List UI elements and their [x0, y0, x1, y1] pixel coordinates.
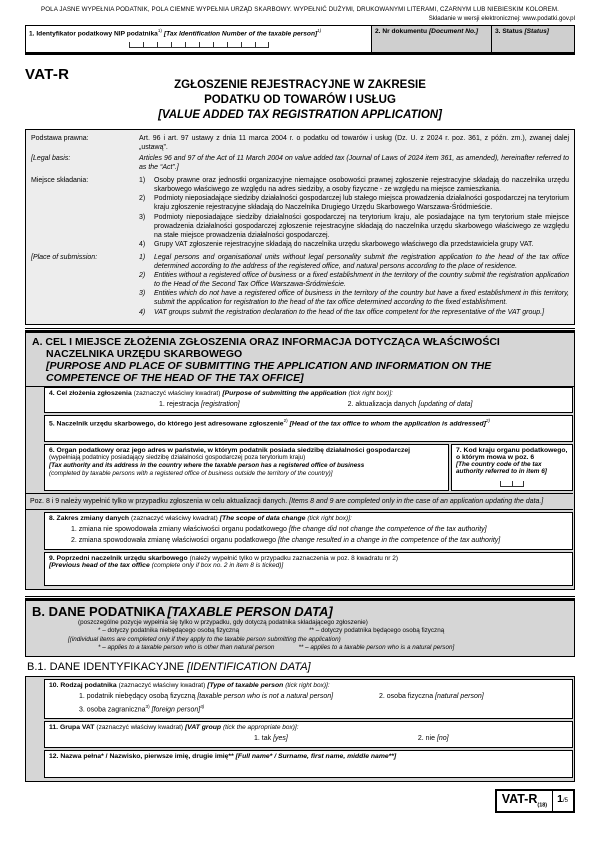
place-of-submission-label-en: [Place of submission:: [31, 253, 98, 261]
field-3-status: [492, 26, 574, 52]
section-a-header: [25, 332, 575, 386]
field-12-label-en: [Full name* / Surname, first name, middle name**]: [235, 753, 397, 761]
legal-basis-label: Podstawa prawna:: [31, 134, 89, 142]
form-title-pl-1: ZGŁOSZENIE REJESTRACYJNE W ZAKRESIE: [174, 79, 426, 91]
field-10-note-en: (tick right box)]:: [285, 681, 330, 689]
field-1-nip: [26, 26, 372, 52]
field-5-label: 5. Naczelnik urzędu skarbowego, do którego jest adresowane zgłoszenie: [49, 420, 284, 428]
section-a-title-en: [PURPOSE AND PLACE OF SUBMITTING THE APPLICATION AND INFORMATION ON THE COMPETENCE OF THE HEAD OF THE TAX OFFICE]: [46, 359, 492, 384]
section-b-header: [25, 600, 575, 657]
field-1-label-en: [Tax Identification Number of the taxable person]: [163, 30, 318, 38]
field-9-label: 9. Poprzedni naczelnik urzędu skarbowego: [49, 554, 188, 562]
field-9-previous-head: [44, 552, 573, 586]
footer-page-number: 1/5: [557, 793, 568, 806]
field-4-note-en: (tick right box)]:: [348, 389, 393, 397]
footer-form-version: (18): [537, 802, 548, 809]
section-b-note-4: * – applies to a taxable person who is other than natural person ** – applies to a taxable person who is a natural person]: [98, 644, 455, 652]
place-item-pl-4: 4) Grupy VAT zgłoszenie rejestracyjne składają do naczelnika urzędu skarbowego właściwego dla przedstawiciela grupy VAT.: [139, 240, 534, 248]
field-10-label: 10. Rodzaj podatnika: [49, 681, 117, 689]
nip-input-comb[interactable]: [129, 42, 269, 48]
place-of-submission-items-en: [139, 253, 569, 317]
field-3-label-en: [Status]: [524, 28, 549, 35]
section-b-title: B. DANE PODATNIKA: [32, 603, 166, 619]
option-vat-group-yes[interactable]: 1. tak [yes]: [254, 735, 288, 743]
efiling-note: Składanie w wersji elektronicznej: www.podatki.gov.pl: [428, 15, 575, 22]
section-a-title: A. CEL I MIEJSCE ZŁOŻENIA ZGŁOSZENIA ORAZ INFORMACJA DOTYCZĄCA WŁAŚCIWOŚCI NACZELNIKA URZĘDU SKARBOWEGO: [32, 335, 500, 360]
form-title-en: [VALUE ADDED TAX REGISTRATION APPLICATION]: [158, 108, 442, 121]
form-code: VAT-R: [25, 66, 70, 83]
option-updating-data[interactable]: 2. aktualizacja danych [updating of data]: [347, 400, 473, 408]
footnote-ref-1-en: 1): [317, 28, 322, 33]
option-registration[interactable]: 1. rejestracja [registration]: [159, 400, 240, 408]
field-4-purpose: [44, 387, 573, 413]
place-of-submission-items-pl: [139, 176, 569, 249]
field-10-label-en: [Type of taxable person: [207, 681, 284, 689]
field-8-note-en: (tick right box)]:: [307, 514, 352, 522]
field-6-note-en: (completed by taxable persons with a registered office of business outside the territory of the country)]: [49, 469, 333, 477]
field-2-label-en: [Document No.]: [428, 28, 479, 35]
section-b1-title: B.1. DANE IDENTYFIKACYJNE: [27, 660, 185, 673]
field-8-note: (zaznaczyć właściwy kwadrat): [131, 514, 218, 522]
field-9-input[interactable]: [49, 569, 568, 582]
option-no-competence-change[interactable]: 1. zmiana nie spowodowała zmiany właściwości organu podatkowego [the change did not change the competence of the tax authority]: [71, 525, 487, 533]
field-8-label: 8. Zakres zmiany danych: [49, 514, 130, 522]
header-id-row: [25, 25, 575, 55]
field-8-scope-of-change: [44, 512, 573, 550]
field-12-full-name: [44, 750, 573, 778]
footnote-ref-2: 2): [283, 417, 288, 423]
option-vat-group-no[interactable]: 2. nie [no]: [417, 735, 449, 743]
field-8-label-en: [The scope of data change: [219, 514, 306, 522]
footer-form-code-box: [495, 789, 575, 813]
form-title-pl-2: PODATKU OD TOWARÓW I USŁUG: [204, 93, 396, 106]
field-12-label: 12. Nazwa pełna* / Nazwisko, pierwsze imię, drugie imię**: [49, 753, 234, 761]
place-item-pl-2: 2) Podmioty nieposiadające siedziby działalności gospodarczej lub stałego miejsca prowadzenia działalności gospodarczej na terytorium kraju zgłoszenie rejestracyjne składają do Naczelnika Drugiego Urzędu Skarbowego Warszawa-Śródmieście.: [139, 195, 569, 212]
legal-basis-text: Art. 96 i art. 97 ustawy z dnia 11 marca 2004 r. o podatku od towarów i usług (Dz. U. z 2024 r. poz. 361, z późn. zm.), zwanej dalej „ustawą”.: [139, 134, 569, 151]
field-11-label: 11. Grupa VAT: [49, 724, 95, 732]
field-6-input[interactable]: [49, 478, 444, 488]
page-footer: [25, 789, 575, 813]
place-item-en-4: 4) VAT groups submit the registration declaration to the head of the tax office competent for the representative of the VAT group.]: [139, 308, 545, 316]
field-5-label-en: [Head of the tax office to whom the application is addressed]: [289, 420, 486, 428]
field-6-label: 6. Organ podatkowy oraz jego adres w państwie, w którym podatnik posiada siedzibę działalności gospodarczej: [49, 447, 411, 455]
legal-basis-box: [25, 129, 575, 325]
place-of-submission-label: Miejsce składania:: [31, 177, 89, 185]
place-item-pl-1: 1) Osoby prawne oraz jednostki organizacyjne niemające osobowości prawnej zgłoszenie rejestracyjne składają do naczelnika urzędu skarbowego właściwego ze względu na adres siedziby, a osoby fizyczne - ze względu na miejsce zamieszkania.: [139, 177, 569, 194]
section-b-title-en: [TAXABLE PERSON DATA]: [167, 603, 333, 619]
option-non-natural-person[interactable]: 1. podatnik niebędący osobą fizyczną [taxable person who is not a natural person]: [79, 692, 334, 700]
footnote-ref-1: 1): [157, 28, 162, 33]
section-b-note-2: * – dotyczy podatnika niebędącego osobą fizyczną ** – dotyczy podatnika będącego osobą fizyczną: [98, 627, 445, 635]
items-8-9-note: Poz. 8 i 9 należy wypełnić tylko w przypadku zgłoszenia w celu aktualizacji danych. [Items 8 and 9 are completed only in the case of an application updating the data.]: [26, 493, 573, 510]
footnote-ref-3: 3): [145, 703, 150, 709]
field-5-input[interactable]: [49, 427, 568, 438]
field-2-document-no: [372, 26, 492, 52]
field-11-label-en: [VAT group: [185, 724, 222, 732]
field-3-label: 3. Status: [495, 28, 523, 35]
field-9-note: (należy wypełnić tylko w przypadku zaznaczenia w poz. 8 kwadratu nr 2): [189, 554, 399, 562]
field-5-head-of-tax-office: [44, 415, 573, 442]
legal-basis-text-en: Articles 96 and 97 of the Act of 11 March 2004 on value added tax (Journal of Laws of 2024 item 361, as amended), hereinafter referred to as the “Act”.]: [139, 155, 569, 172]
field-9-label-en: [Previous head of the tax office: [49, 561, 150, 569]
title-block: [25, 62, 575, 123]
field-2-label: 2. Nr dokumentu: [375, 28, 428, 35]
footnote-ref-3-en: 3): [200, 703, 205, 709]
field-6-note: (wypełniają podatnicy posiadający siedzibę działalności gospodarczej poza terytorium kraju): [49, 454, 306, 462]
option-competence-changed[interactable]: 2. zmiana spowodowała zmianę właściwości organu podatkowego [the change resulted in a change in the competence of the tax authority]: [71, 536, 501, 544]
field-12-input[interactable]: [49, 760, 568, 774]
legal-basis-label-en: [Legal basis:: [31, 155, 71, 162]
section-b1-title-en: [IDENTIFICATION DATA]: [187, 660, 311, 673]
place-item-en-3: 3) Entities which do not have a registered office of business in the territory of the country but have a fixed establishment in this territory, submit the application for registration to the head of the tax office determined according to the fixed establishment.: [139, 290, 569, 307]
option-foreign-person[interactable]: 3. osoba zagraniczna$^{3)}$ [foreign person]$^{3)}$: [79, 703, 205, 714]
field-11-note: (zaznaczyć właściwy kwadrat): [96, 724, 184, 732]
field-4-label: 4. Cel złożenia zgłoszenia: [49, 389, 132, 397]
form-page: [25, 0, 575, 813]
field-1-label: 1. Identyfikator podatkowy NIP podatnika: [29, 30, 158, 38]
field-7-label: 7. Kod kraju organu podatkowego, o którym mowa w poz. 6: [456, 447, 568, 462]
fields-6-7-row: [44, 444, 573, 491]
fill-instructions-note: POLA JASNE WYPEŁNIA PODATNIK, POLA CIEMNE WYPEŁNIA URZĄD SKARBOWY. WYPEŁNIĆ DUŻYMI, DRUKOWANYMI LITERAMI, CZARNYM LUB NIEBIESKIM KOLOREM.: [41, 6, 559, 13]
field-7-label-en: [The country code of the tax authority referred to in item 6]: [456, 461, 547, 476]
field-10-taxpayer-type: [44, 679, 573, 719]
section-b1-header: [25, 657, 575, 676]
field-6-label-en: [Tax authority and its address in the country where the taxable person has a registered office of business: [49, 462, 365, 470]
field-9-note-en: (complete only if box no. 2 in item 8 is ticked)]: [151, 561, 284, 569]
field-10-note: (zaznaczyć właściwy kwadrat): [118, 681, 206, 689]
section-b-note-1: (poszczególne pozycje wypełnia się tylko w przypadku, gdy dotyczą podatnika składającego zgłoszenie): [78, 618, 368, 626]
place-item-pl-3: 3) Podmioty nieposiadające siedziby działalności gospodarczej na terytorium kraju, ale posiadające na tym terytorium stałe miejsce prowadzenia działalności gospodarczej zgłoszenie rejestracyjne składają do naczelnika urzędu skarbowego właściwego ze względu na stałe miejsce prowadzenia działalności gospodarczej.: [139, 213, 569, 239]
field-6-tax-authority: [44, 444, 449, 491]
footnote-ref-2-en: 2): [485, 417, 490, 423]
section-a-body: [25, 386, 575, 590]
place-item-en-2: 2) Entities without a registered office of business or a fixed establishment in the territory of the country submit the registration application to the Head of the Second Tax Office Warszawa-Śródmieście.: [139, 272, 569, 289]
country-code-input-comb[interactable]: [500, 481, 524, 487]
place-item-en-1: 1) Legal persons and organisational units without legal personality submit the registration application to the head of the tax office determined according to the address of the registered office, and natural persons according to the place of residence.: [139, 253, 569, 271]
field-7-country-code: [451, 444, 573, 491]
field-11-note-en: (tick the appropriate box)]:: [223, 724, 299, 732]
footer-form-code: VAT-$R_{(18)}$: [497, 791, 553, 811]
field-4-label-en: [Purpose of submitting the application: [222, 389, 347, 397]
field-11-vat-group: [44, 721, 573, 748]
section-b-note-3: [(individual items are completed only if they apply to the taxable person submitting the application): [68, 635, 341, 643]
field-4-note: (zaznaczyć właściwy kwadrat): [133, 389, 221, 397]
section-b1-body: [25, 676, 575, 782]
option-natural-person[interactable]: 2. osoba fizyczna [natural person]: [379, 692, 484, 700]
